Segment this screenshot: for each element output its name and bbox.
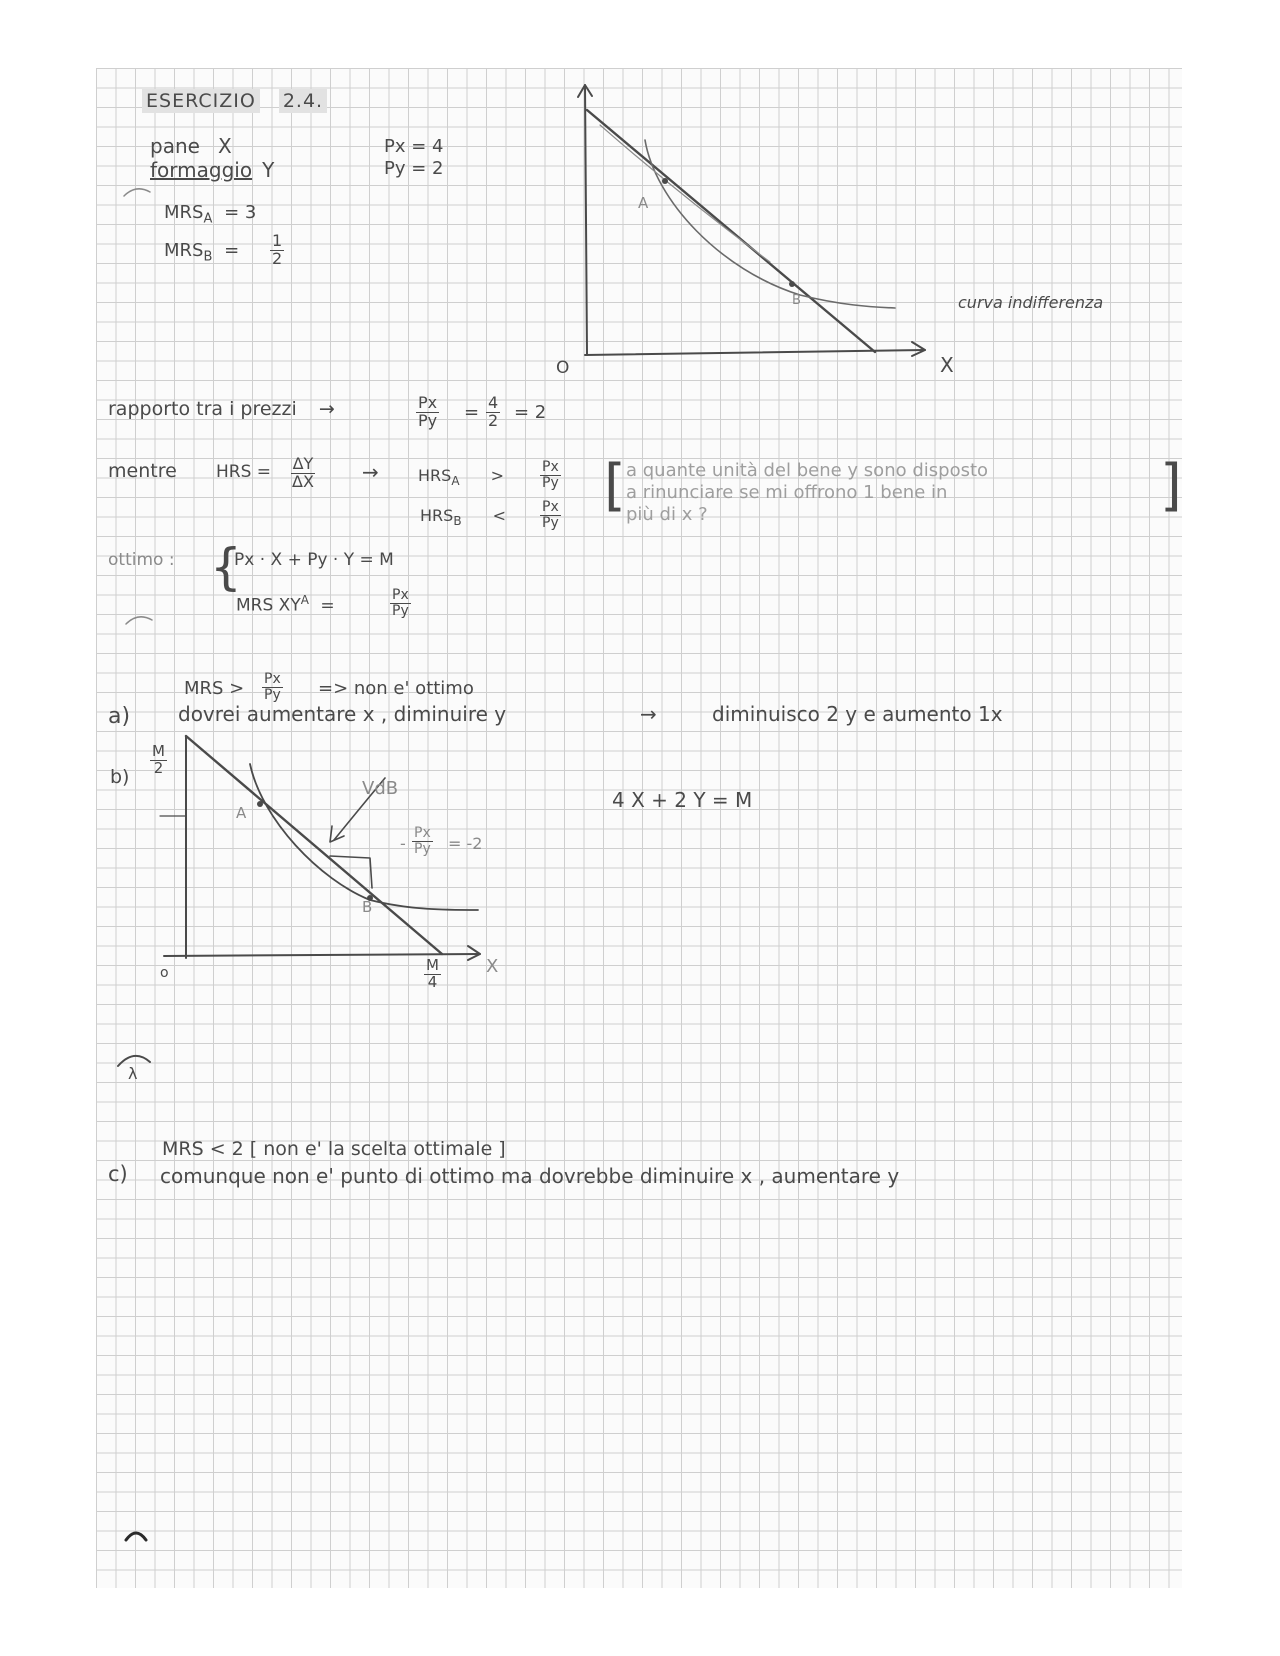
mentre-arrow: → xyxy=(362,460,379,484)
mrs-b: $MRS_B$ = xyxy=(164,240,240,265)
note-line-1: a quante unità del bene y sono disposto xyxy=(626,460,989,481)
ottimo-label: ottimo : xyxy=(108,550,175,570)
price-y: Py = 2 xyxy=(384,158,444,179)
graph1-point-a-label: A xyxy=(638,194,649,212)
budget-equation: 4 X + 2 Y = M xyxy=(612,788,753,812)
ratio-fraction-p: $\frac{Px}{Py}$ xyxy=(418,393,438,430)
part-b-m2-label: $\frac{M}{2}$ xyxy=(152,742,165,777)
mrs-a: $MRS_A = 3$ xyxy=(164,202,257,227)
part-a-mrs: MRS > xyxy=(184,678,245,699)
good-y-line: formaggio Y xyxy=(150,158,275,182)
part-a-price-fraction: $\frac{Px}{Py}$ xyxy=(264,671,281,703)
slope-prefix: - xyxy=(400,834,406,853)
hrs-b-compare: $HRS_B$ < xyxy=(420,506,507,529)
note-line-3: più di x ? xyxy=(626,504,708,525)
ratio-fraction-values: $\frac{4}{2}$ xyxy=(488,393,499,430)
good-x-line: pane X xyxy=(150,134,232,158)
part-a-action: diminuisco 2 y e aumento 1x xyxy=(712,702,1003,726)
part-a-letter: a) xyxy=(108,704,131,729)
graph2-x-axis-label: X xyxy=(486,956,499,977)
ratio-label: rapporto tra i prezzi → xyxy=(108,398,335,420)
graph2-point-a-label: A xyxy=(236,804,247,822)
hrs-a-price-fraction: $\frac{Px}{Py}$ xyxy=(542,459,559,491)
exercise-title: ESERCIZIO 2.4. xyxy=(142,92,327,111)
ratio-eq1: = xyxy=(464,402,480,423)
part-c-mrs: MRS < 2 [ non e' la scelta ottimale ] xyxy=(162,1138,506,1160)
mentre-label: mentre xyxy=(108,460,177,482)
ottimo-budget-eq: Px · X + Py · Y = M xyxy=(234,550,394,570)
slope-value: = -2 xyxy=(448,834,483,853)
part-a-implies: => non e' ottimo xyxy=(318,678,474,699)
part-b-letter: b) xyxy=(110,766,130,788)
slope-fraction: $\frac{Px}{Py}$ xyxy=(414,825,431,857)
graph2-point-b-label: B xyxy=(362,898,373,916)
graph2-x-arrow xyxy=(468,946,480,960)
ottimo-brace: { xyxy=(210,538,242,596)
vdb-label: VdB xyxy=(362,778,399,799)
mrs-b-fraction: $\frac{1}{2}$ xyxy=(272,231,283,268)
graph1-point-b-label: B xyxy=(792,293,801,308)
part-a-reasoning: dovrei aumentare x , diminuire y xyxy=(178,702,507,726)
graph2-point-a-dot xyxy=(257,801,263,807)
note-line-2: a rinunciare se mi offrono 1 bene in xyxy=(626,482,948,503)
ottimo-mrs-eq: MRS $XY^A$ = xyxy=(236,593,335,616)
part-c-letter: c) xyxy=(108,1162,128,1186)
hrs-a-compare: $HRS_A$ > xyxy=(418,466,505,489)
hrs-b-price-fraction: $\frac{Px}{Py}$ xyxy=(542,499,559,531)
graph2-origin-label: o xyxy=(160,965,169,981)
graph2-tangent-arrowhead xyxy=(330,826,344,842)
hrs-delta-fraction: $\frac{\Delta Y}{\Delta X}$ xyxy=(292,454,314,491)
part-b-m4-label: $\frac{M}{4}$ xyxy=(426,956,439,991)
curve-label: curva indifferenza xyxy=(958,293,1104,312)
graph2-step-bracket xyxy=(330,856,372,888)
ratio-result: = 2 xyxy=(514,402,547,423)
ottimo-price-fraction: $\frac{Px}{Py}$ xyxy=(392,587,409,619)
price-x: Px = 4 xyxy=(384,136,444,157)
lambda-mark: λ xyxy=(128,1064,138,1083)
hrs-definition: HRS = xyxy=(216,462,272,482)
graph1-x-axis-label: X xyxy=(940,353,954,377)
part-a-arrow: → xyxy=(640,702,657,726)
note-bracket-open: [ xyxy=(604,453,626,518)
graph1-origin-label: O xyxy=(556,358,570,378)
note-bracket-close: ] xyxy=(1160,453,1182,518)
part-c-reasoning: comunque non e' punto di ottimo ma dovrebbe diminuire x , aumentare y xyxy=(160,1164,900,1188)
